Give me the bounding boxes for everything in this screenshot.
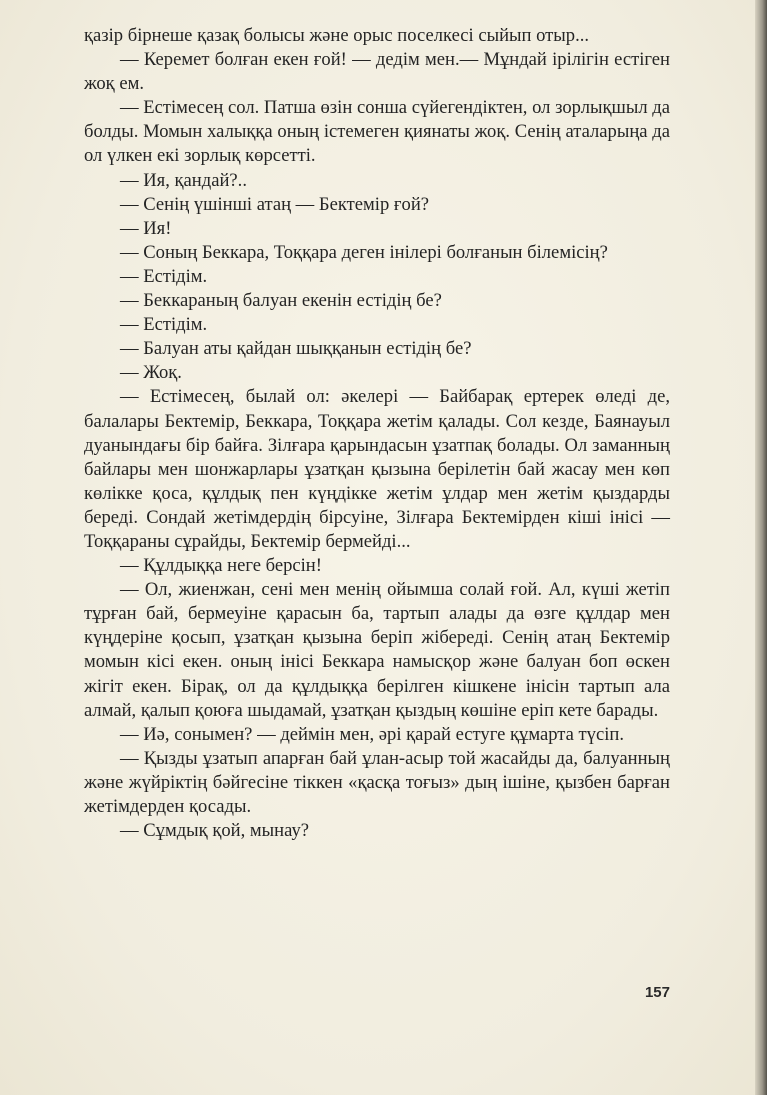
paragraph-14: — Құлдыққа неге берсін!	[120, 555, 322, 577]
paragraph-9: — Беккараның балуан екенін естідің бе?	[120, 290, 442, 312]
paragraph-17: — Қызды ұзатып апарған бай ұлан-асыр той жасайды да, балуанның және жүйріктің бәйгесіне тіккен «қасқа тоғыз» дың ішіне, қызбен барған жетімдерден қосады.	[84, 747, 670, 817]
paragraph-10: — Естідім.	[120, 314, 208, 336]
paragraph-6: — Ия!	[120, 217, 172, 239]
paragraph-18: — Сұмдық қой, мынау?	[120, 820, 309, 842]
paragraph-5: — Сенің үшінші атаң — Бектемір ғой?	[120, 193, 430, 215]
paragraph-8: — Естідім.	[120, 265, 208, 287]
paragraph-13: — Естімесең, былай ол: әкелері — Байбарақ ертерек өледі де, балалары Бектемір, Беккара, Тоққара жетім қалады. Сол кезде, Баянауыл дуанындағы бір байға. Зілғара қарындасын ұзатпақ болады. Ол заманның байлары мен шонжарлары ұзатқан қызына берілетін бай жасау мен көп көлікке қоса, құлдық пен күңдікке жетім ұлдар мен жетім қыздарды береді. Сондай жетімдердің бірсуіне, Зілғара Бектемірден кіші інісі — Тоққараны сұрайды, Бектемір бермейді...	[84, 386, 670, 552]
paragraph-16: — Иә, сонымен? — деймін мен, әрі қарай естуге құмарта түсіп.	[120, 723, 624, 745]
paragraph-4: — Ия, қандай?..	[120, 169, 247, 191]
page-number: 157	[644, 984, 670, 1001]
paragraph-2: — Керемет болған екен ғой! — дедім мен.— Мұндай ірілігін естіген жоқ ем.	[84, 49, 670, 95]
paragraph-12: — Жоқ.	[120, 362, 182, 384]
paragraph-7: — Соның Беккара, Тоққара деген інілері болғанын білемісің?	[120, 241, 608, 263]
paragraph-11: — Балуан аты қайдан шыққанын естідің бе?	[120, 338, 472, 360]
paragraph-1: қазір бірнеше қазақ болысы және орыс поселкесі сыйып отыр...	[84, 25, 590, 46]
page-edge-shadow	[755, 0, 767, 1095]
page-body-text	[84, 24, 670, 843]
paragraph-15: — Ол, жиенжан, сені мен менің ойымша солай ғой. Ал, күші жетіп тұрған бай, бермеуіне қарасын ба, тартып алады да өзге құлдар мен күңдеріне қосып, ұзатқан қызына беріп жібереді. Сенің атаң Бектемір момын кісі екен. оның інісі Беккара намысқор және балуан боп өскен жігіт екен. Бірақ, ол да құлдыққа берілген кішкене інісін тартып ала алмай, қалып қоюға шыдамай, ұзатқан қыздың көшіне еріп кете барады.	[84, 579, 670, 721]
paragraph-3: — Естімесең сол. Патша өзін сонша сүйегендіктен, ол зорлықшыл да болды. Момын халыққа оның істемеген қиянаты жоқ. Сенің аталарыңа да ол үлкен екі зорлық көрсетті.	[84, 97, 670, 167]
